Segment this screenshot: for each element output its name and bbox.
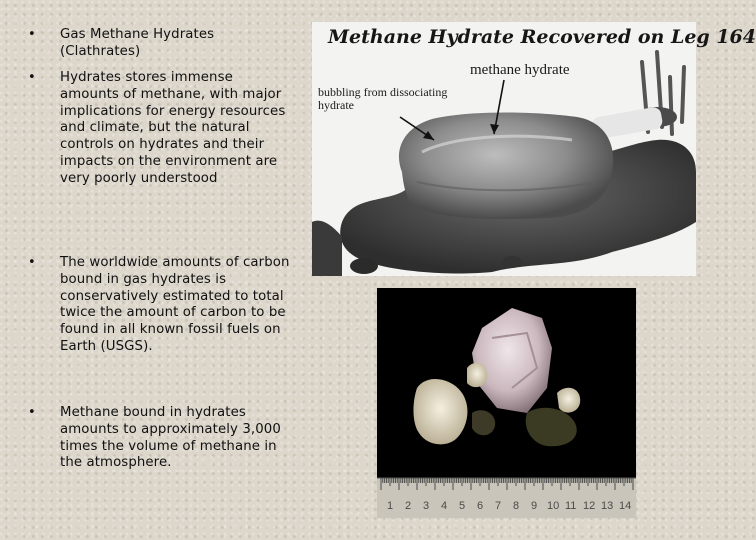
- hydrate-chunks-photo: [377, 288, 636, 518]
- bullet-dot: •: [28, 70, 36, 85]
- hydrate-chunks-illustration: [377, 288, 636, 518]
- ruler-number: 6: [477, 500, 484, 512]
- bullet-dot: •: [28, 27, 36, 42]
- ruler-number: 11: [565, 500, 577, 512]
- bullet-dot: •: [28, 255, 36, 270]
- ruler-number: 1: [387, 500, 394, 512]
- ruler-scale: [377, 500, 636, 514]
- bullet-item: [28, 70, 290, 188]
- methane-hydrate-core-photo: [312, 22, 756, 276]
- ruler-number: 14: [619, 500, 632, 512]
- ruler-number: 10: [547, 500, 560, 512]
- ruler-number: 9: [531, 500, 538, 512]
- label-bubbling: bubbling from dissociating hydrate: [318, 85, 448, 112]
- bullet-item: [28, 255, 290, 356]
- ruler-number: 7: [495, 500, 502, 512]
- bullet-item: [28, 27, 290, 61]
- photo-title: Methane Hydrate Recovered on Leg 164: [328, 26, 756, 48]
- bullet-text: Methane bound in hydrates amounts to approximately 3,000 times the volume of methane in the atmosphere.: [60, 405, 281, 471]
- core-sample-illustration: [312, 22, 696, 276]
- ruler-number: 8: [513, 500, 520, 512]
- bullet-text: Gas Methane Hydrates (Clathrates): [60, 27, 215, 59]
- bullet-text: The worldwide amounts of carbon bound in gas hydrates is conservatively estimated to total twice the amount of carbon to be found in all known fossil fuels on Earth (USGS).: [60, 255, 290, 354]
- ruler-number: 4: [441, 500, 448, 512]
- bullet-text: Hydrates stores immense amounts of methane, with major implications for energy resources and climate, but the natural controls on hydrates and their impacts on the environment are very poorly understood: [60, 70, 286, 186]
- ruler-number: 2: [405, 500, 412, 512]
- label-methane-hydrate: methane hydrate: [470, 62, 570, 78]
- ruler-number: 5: [459, 500, 466, 512]
- ruler-number: 12: [583, 500, 596, 512]
- bullet-dot: •: [28, 405, 36, 420]
- ruler-number: 13: [601, 500, 614, 512]
- bullet-item: [28, 405, 290, 472]
- ruler-number: 3: [423, 500, 430, 512]
